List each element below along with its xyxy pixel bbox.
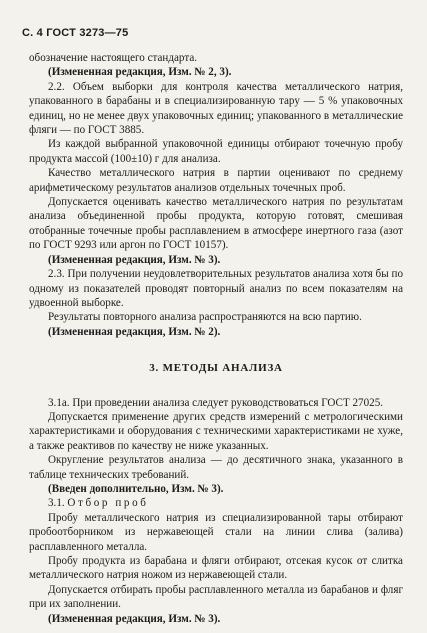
paragraph: Допускается оценивать качество металлического натрия по результатам анализа объединенной пробы продукта, которую готовят, смешивая отобранные точечные пробы расплавлением в атмосфере инертного газа (азот по ГОСТ 9293 или аргон по ГОСТ 10157). (29, 196, 403, 252)
paragraph: Округление результатов анализа — до десятичного знака, указанного в таблице технических требований. (29, 454, 403, 481)
amendment-note: (Измененная редакция, Изм. № 2, 3). (48, 66, 232, 79)
paragraph-3-1a: 3.1а. При проведении анализа следует руководствоваться ГОСТ 27025. (48, 396, 384, 409)
amendment-note: (Измененная редакция, Изм. № 2). (48, 325, 221, 338)
amendment-note: (Введен дополнительно, Изм. № 3). (48, 482, 224, 495)
paragraph: Допускается отбирать пробы расплавленного металла из барабанов и фляг при их заполнении. (29, 583, 403, 611)
subsection-number: 3.1. (48, 497, 68, 510)
paragraph: Качество металлического натрия в партии оценивают по среднему арифметическому результатов анализов отдельных точечных проб. (29, 167, 403, 194)
paragraph: обозначение настоящего стандарта. (29, 52, 198, 64)
paragraph: Пробу металлического натрия из специализированной тары отбирают пробоотборником из нержавеющей стали на линии слива (залива) расплавленного металла. (29, 511, 403, 553)
amendment-note: (Измененная редакция, Изм. № 3). (48, 612, 221, 625)
paragraph: Из каждой выбранной упаковочной единицы отбирают точечную пробу продукта массой (100±10) г для анализа. (29, 138, 403, 165)
paragraph-2-2: 2.2. Объем выборки для контроля качества металлического натрия, упакованного в барабаны и в специализированную тару — 5 % упаковочных единиц, но не менее двух упаковочных единиц; упакованного в металлические фляги — по ГОСТ 3885. (29, 80, 403, 137)
amendment-note: (Измененная редакция, Изм. № 3). (48, 253, 221, 266)
document-body (29, 51, 403, 626)
section-title: 3. МЕТОДЫ АНАЛИЗА (149, 362, 283, 375)
paragraph: Пробу продукта из барабана и фляги отбирают, отсекая кусок от слитка металлического натрия ножом из нержавеющей стали. (29, 555, 403, 582)
paragraph: Допускается применение других средств измерений с метрологическими характеристиками и оборудования с техническими характеристиками не хуже, а также реактивов по качеству не ниже указанных. (29, 410, 403, 452)
subsection-heading-3-1 (29, 496, 403, 510)
subsection-title: Отбор проб (67, 497, 149, 510)
page-header: С. 4 ГОСТ 3273—75 (22, 27, 129, 39)
paragraph: Результаты повторного анализа распространяются на всю партию. (48, 311, 362, 324)
paragraph-2-3: 2.3. При получении неудовлетворительных результатов анализа хотя бы по одному из показателей проводят повторный анализ по всем показателям на удвоенной выборке. (29, 268, 403, 309)
